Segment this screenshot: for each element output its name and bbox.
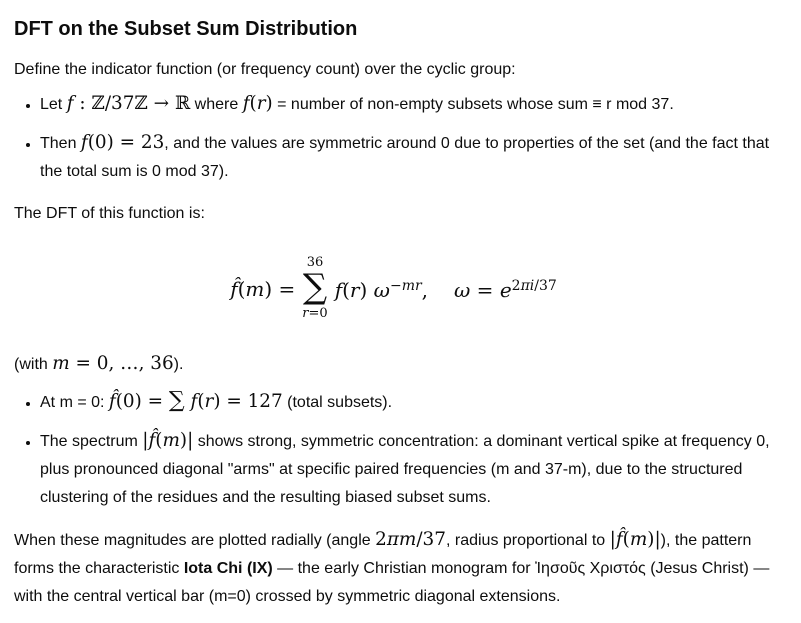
sigma-icon: ∑ — [302, 266, 328, 307]
formula-omega-definition: $\omega = e^{2\pi i/37}$ — [454, 277, 557, 302]
text-segment: ), the pattern forms the characteristic — [14, 532, 752, 577]
text-segment: = number of non-empty subsets whose sum ≡ r mod 37. — [272, 96, 674, 113]
inline-math-magnitude-2: |f̂(m)| — [609, 529, 661, 550]
list-item-indicator-function — [40, 90, 773, 119]
formula-lhs: f̂(m) = — [230, 277, 296, 301]
inline-math-fr: f(r) — [242, 93, 273, 114]
inline-math-m-range: m = 0, …, 36 — [52, 353, 174, 374]
list-item-m0-sum — [40, 387, 773, 417]
spectrum-list — [14, 387, 773, 512]
text-segment: ). — [173, 356, 184, 373]
text-segment: Define the indicator function (or frequency count) over the cyclic group: — [14, 61, 516, 78]
summation-symbol — [302, 256, 327, 323]
intro-paragraph — [14, 56, 773, 84]
text-segment: At m = 0: — [40, 394, 109, 411]
conclusion-paragraph — [14, 526, 773, 611]
with-m-paragraph — [14, 350, 773, 379]
inline-math-domain: f : ℤ/37ℤ → ℝ — [66, 93, 191, 114]
text-segment: The DFT of this function is: — [14, 205, 205, 222]
sum-lower-limit: r=0 — [302, 305, 328, 321]
text-segment: When these magnitudes are plotted radially (angle — [14, 532, 376, 549]
text-segment: , radius proportional to — [445, 532, 610, 549]
inline-math-total: f̂(0) = ∑ f(r) = 127 — [108, 388, 283, 413]
list-item-spectrum — [40, 427, 773, 512]
inline-math-magnitude: |f̂(m)| — [142, 430, 194, 451]
inline-math-angle: 2πm/37 — [375, 529, 446, 550]
text-segment: The spectrum — [40, 433, 143, 450]
text-segment: (total subsets). — [282, 394, 393, 411]
dft-display-formula — [14, 252, 773, 326]
page-title: DFT on the Subset Sum Distribution — [14, 18, 358, 40]
formula-rhs: f(r) $\omega^{-mr}$, — [334, 277, 429, 302]
sum-upper-limit: 36 — [306, 254, 324, 270]
text-segment: where — [190, 96, 243, 113]
text-segment: Then — [40, 135, 81, 152]
text-segment: Let — [40, 96, 67, 113]
list-item-f0-value — [40, 129, 773, 186]
inline-math-f0: f(0) = 23 — [80, 132, 165, 153]
dft-intro-paragraph — [14, 200, 773, 228]
text-segment: — the early Christian monogram for Ἰησοῦς Χριστός (Jesus Christ) — with the central vertical bar (m=0) crossed by symmetric diagonal extensions. — [14, 560, 770, 605]
definition-list — [14, 90, 773, 186]
iota-chi-bold-text: Iota Chi (IX) — [183, 560, 273, 577]
text-segment: (with — [14, 356, 53, 373]
text-segment: , and the values are symmetric around 0 due to properties of the set (and the fact that the total sum is 0 mod 37). — [40, 135, 770, 180]
text-segment: shows strong, symmetric concentration: a dominant vertical spike at frequency 0, plus pronounced diagonal "arms" at specific paired frequencies (m and 37-m), due to the structured clustering of the residues and the resulting biased subset sums. — [40, 433, 770, 506]
